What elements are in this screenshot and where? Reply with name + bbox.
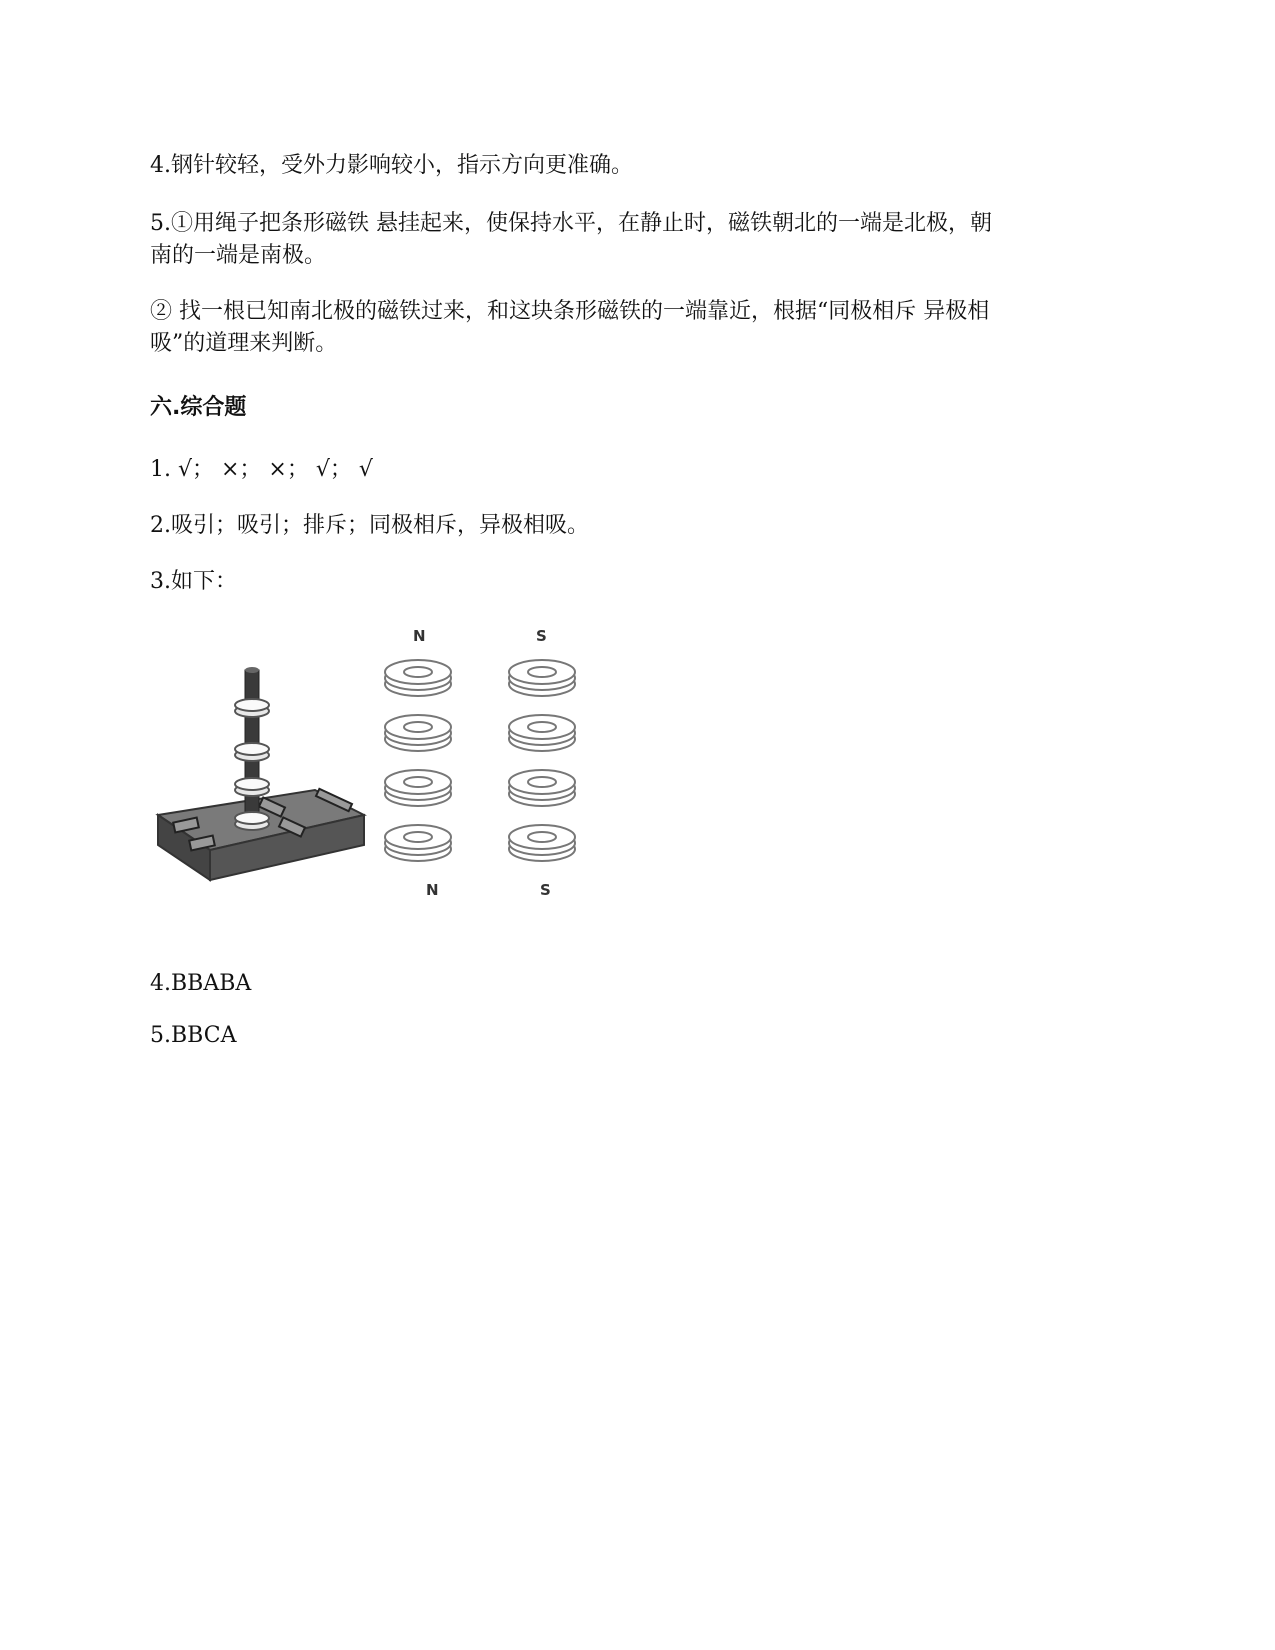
top-n-label: N [413,630,426,645]
top-s-label: S [536,630,547,645]
bottom-s-label: S [540,881,551,899]
answer-line-5-part1-cont: 南的一端是南极。 [150,243,327,268]
answer-line-5-part2: ② 找一根已知南北极的磁铁过来，和这块条形磁铁的一端靠近，根据“同极相斥 异极相 [150,299,990,324]
magnet-stand-base [158,789,364,880]
answer-item-4: 4.BBABA [150,971,252,996]
answer-item-2: 2.吸引；吸引；排斥；同极相斥，异极相吸。 [150,513,589,538]
s-pole-ring-column [509,660,575,861]
answer-item-1: 1. √； ×； ×； √； √ [150,457,373,482]
answer-item-3: 3.如下： [150,569,237,594]
magnet-rings-figure [150,630,620,930]
bottom-n-label: N [426,881,439,899]
magnet-figure-illustration [150,630,620,930]
n-pole-ring-column [385,660,451,861]
section-heading: 六.综合题 [150,395,247,420]
answer-item-5: 5.BBCA [150,1023,237,1048]
answer-line-5-part2-cont: 吸”的道理来判断。 [150,331,338,356]
answer-line-5-part1: 5.①用绳子把条形磁铁 悬挂起来，使保持水平，在静止时，磁铁朝北的一端是北极，朝 [150,211,992,236]
answer-line-4: 4.钢针较轻，受外力影响较小，指示方向更准确。 [150,153,633,178]
